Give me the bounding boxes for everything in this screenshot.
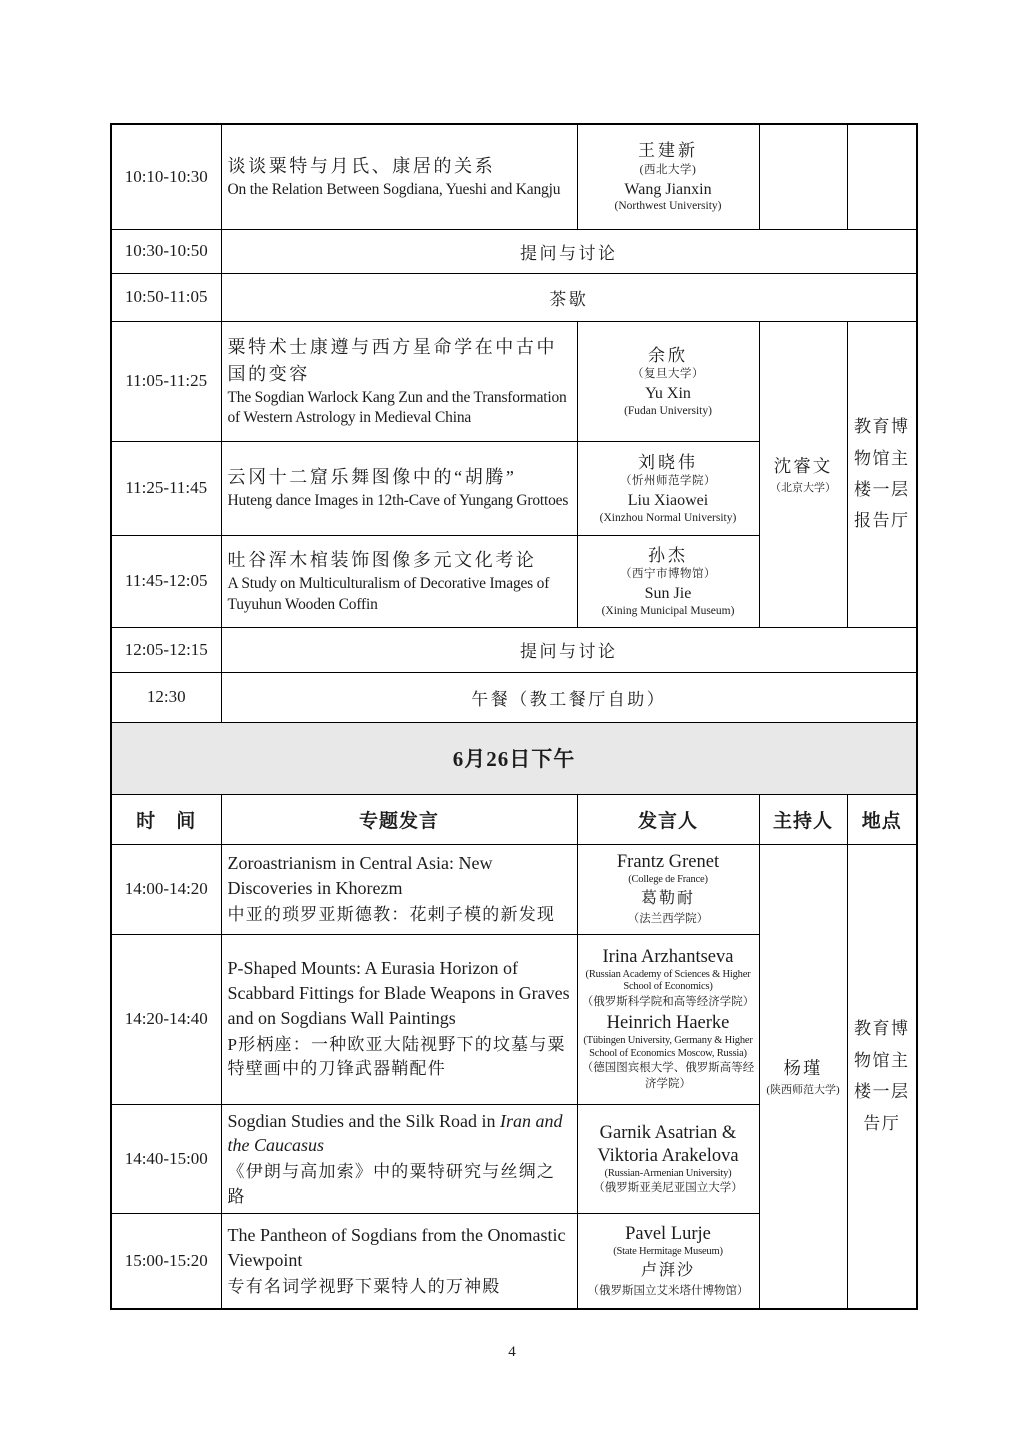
talk-title-cn: 专有名词学视野下粟特人的万神殿 (227, 1276, 501, 1296)
talk-title-cn: 粟特术士康遵与西方星命学在中古中国的变容 (227, 336, 558, 384)
talk-title-en: The Pantheon of Sogdians from the Onomastic Viewpoint (227, 1225, 566, 1270)
speaker-affiliation-en: (College de France) (628, 874, 708, 886)
session-row (111, 844, 917, 934)
speaker-name-cn: 孙杰 (648, 545, 688, 565)
talk-title-cn: 谈谈粟特与月氏、康居的关系 (227, 156, 496, 177)
chair-cell (759, 844, 847, 1309)
column-header-time: 时 间 (111, 794, 221, 844)
speaker-affiliation-cn: （俄罗斯国立艾米塔什博物馆） (587, 1285, 749, 1297)
time-cell: 12:30 (111, 672, 221, 722)
time-cell: 10:50-11:05 (111, 273, 221, 321)
column-header-speaker: 发言人 (577, 794, 759, 844)
topic-cell (221, 934, 577, 1104)
speaker-affiliation-en: (Russian Academy of Sciences & Higher School of Economics) (585, 968, 751, 993)
speaker-affiliation-en: (Tübingen University, Germany & Higher School of Economics Moscow, Russia) (583, 1035, 753, 1059)
speaker-affiliation-cn: （西宁市博物馆） (620, 568, 716, 581)
speaker-block (581, 946, 756, 1010)
talk-title-cn: P形柄座：一种欧亚大陆视野下的坟墓与粟特壁画中的刀锋武器鞘配件 (227, 1034, 566, 1079)
chair-cell-empty (759, 124, 847, 229)
speaker-name-en: Yu Xin (645, 384, 691, 402)
talk-title-cn: 云冈十二窟乐舞图像中的“胡腾” (227, 467, 517, 488)
speaker-affiliation-cn: (西北大学) (639, 164, 697, 177)
section-band-row (111, 722, 917, 794)
qa-row (111, 627, 917, 672)
topic-cell (221, 535, 577, 627)
speaker-affiliation-cn: （法兰西学院） (627, 912, 709, 925)
chair-affiliation: (陕西师范大学) (766, 1084, 840, 1097)
qa-row (111, 229, 917, 273)
schedule-table (110, 123, 918, 1310)
time-cell: 14:00-14:20 (111, 844, 221, 934)
talk-title-en: Huteng dance Images in 12th-Cave of Yungang Grottoes (227, 492, 569, 510)
qa-label: 提问与讨论 (221, 229, 917, 273)
talk-title-en: P-Shaped Mounts: A Eurasia Horizon of Scabbard Fittings for Blade Weapons in Graves and on Sogdians Wall Paintings (227, 958, 570, 1028)
location-cell-empty (847, 124, 917, 229)
speaker-affiliation-en: (Northwest University) (614, 200, 722, 213)
speaker-affiliation-cn: （俄罗斯科学院和高等经济学院） (581, 995, 755, 1008)
speaker-name-en: Liu Xiaowei (627, 491, 709, 509)
talk-title-en-prefix: Sogdian Studies and the Silk Road in (227, 1110, 500, 1131)
speaker-name-cn: 余欣 (648, 345, 688, 365)
speaker-cell (577, 321, 759, 441)
chair-name: 杨瑾 (783, 1058, 823, 1079)
talk-title-cn: 吐谷浑木棺装饰图像多元文化考论 (227, 550, 537, 571)
time-cell: 10:30-10:50 (111, 229, 221, 273)
chair-cell (759, 321, 847, 627)
speaker-name-cn: 王建新 (638, 141, 698, 161)
speaker-name-cn: 卢湃沙 (640, 1262, 695, 1279)
speaker-name-en: Pavel Lurje (625, 1224, 711, 1245)
speaker-affiliation-cn: （俄罗斯亚美尼亚国立大学） (593, 1182, 743, 1195)
speaker-cell (577, 124, 759, 229)
talk-title-cn: 中亚的琐罗亚斯德教：花剌子模的新发现 (227, 904, 556, 924)
speaker-name-en: Sun Jie (644, 584, 692, 602)
chair-affiliation: （北京大学） (770, 482, 836, 495)
speaker-name-en: Irina Arzhantseva (602, 946, 734, 967)
speaker-block (581, 851, 756, 927)
time-cell: 11:05-11:25 (111, 321, 221, 441)
time-cell: 12:05-12:15 (111, 627, 221, 672)
talk-title-en: On the Relation Between Sogdiana, Yueshi and Kangju (227, 181, 561, 199)
talk-title-en: Zoroastrianism in Central Asia: New Discoveries in Khorezm (227, 852, 493, 898)
topic-cell (221, 1104, 577, 1214)
time-cell: 11:25-11:45 (111, 441, 221, 535)
speaker-affiliation-en: (Xining Municipal Museum) (601, 604, 735, 617)
speaker-affiliation-cn: （德国图宾根大学、俄罗斯高等经济学院） (581, 1062, 755, 1091)
speaker-block (581, 1223, 756, 1299)
column-header-row (111, 794, 917, 844)
topic-cell (221, 441, 577, 535)
topic-cell (221, 844, 577, 934)
speaker-name-cn: 刘晓伟 (638, 452, 698, 472)
speaker-cell (577, 1104, 759, 1214)
section-title: 6月26日下午 (111, 722, 917, 794)
talk-title-cn: 《伊朗与高加索》中的粟特研究与丝绸之路 (227, 1162, 556, 1206)
speaker-block (581, 1122, 756, 1197)
time-cell: 15:00-15:20 (111, 1214, 221, 1309)
topic-cell (221, 321, 577, 441)
topic-cell (221, 124, 577, 229)
speaker-affiliation-cn: （忻州师范学院） (620, 475, 716, 488)
speaker-affiliation-en: (Fudan University) (624, 404, 712, 417)
time-cell: 11:45-12:05 (111, 535, 221, 627)
lunch-row (111, 672, 917, 722)
speaker-cell (577, 535, 759, 627)
talk-title-en-italic: Iran and the Caucasus (227, 1110, 563, 1156)
speaker-affiliation-en: (Russian-Armenian University) (604, 1167, 732, 1179)
speaker-name-en: Garnik Asatrian & Viktoria Arakelova (597, 1122, 739, 1166)
column-header-chair: 主持人 (759, 794, 847, 844)
time-cell: 10:10-10:30 (111, 124, 221, 229)
time-cell: 14:40-15:00 (111, 1104, 221, 1214)
speaker-name-en: Frantz Grenet (616, 852, 720, 873)
conference-program (110, 123, 916, 1310)
speaker-cell (577, 934, 759, 1104)
time-cell: 14:20-14:40 (111, 934, 221, 1104)
speaker-affiliation-en: (Xinzhou Normal University) (599, 511, 737, 524)
speaker-block (581, 1012, 756, 1093)
speaker-cell (577, 1214, 759, 1309)
speaker-cell (577, 844, 759, 934)
speaker-name-cn: 葛勒耐 (640, 889, 695, 907)
column-header-location: 地点 (847, 794, 917, 844)
location-cell: 教育博物馆主楼一层报告厅 (847, 321, 917, 627)
session-row (111, 321, 917, 441)
page-number: 4 (508, 1344, 516, 1360)
session-row (111, 124, 917, 229)
tea-break-label: 茶歇 (221, 273, 917, 321)
speaker-name-en: Wang Jianxin (624, 180, 712, 198)
tea-break-row (111, 273, 917, 321)
speaker-affiliation-cn: （复旦大学） (632, 368, 704, 381)
speaker-affiliation-en: (State Hermitage Museum) (613, 1246, 723, 1258)
speaker-cell (577, 441, 759, 535)
chair-name: 沈睿文 (773, 455, 833, 476)
talk-title-en: The Sogdian Warlock Kang Zun and the Transformation of Western Astrology in Medieval China (227, 388, 567, 426)
speaker-name-en: Heinrich Haerke (606, 1012, 730, 1033)
talk-title-en: A Study on Multiculturalism of Decorative Images of Tuyuhun Wooden Coffin (227, 575, 550, 613)
talk-title-en (228, 1109, 573, 1159)
lunch-label: 午餐（教工餐厅自助） (221, 672, 917, 722)
location-cell: 教育博物馆主楼一层告厅 (847, 844, 917, 1309)
qa-label: 提问与讨论 (221, 627, 917, 672)
column-header-topic: 专题发言 (221, 794, 577, 844)
topic-cell (221, 1214, 577, 1309)
